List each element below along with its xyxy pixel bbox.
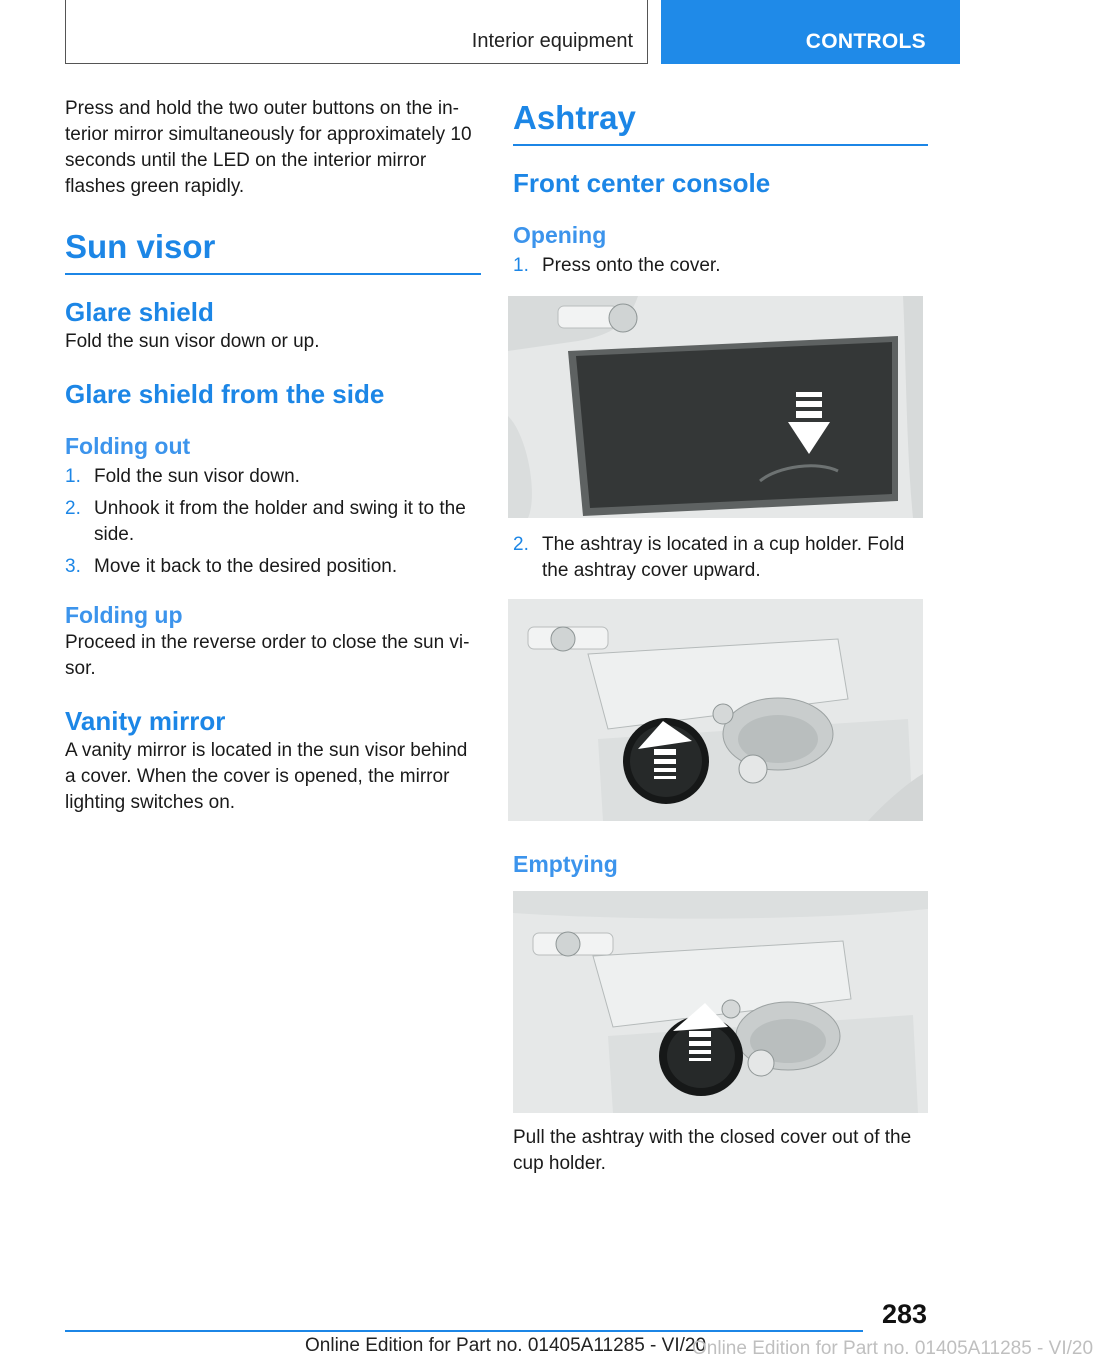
chapter-title: CONTROLS [805,30,926,53]
console-cover-illustration [508,296,923,518]
step-number: 2. [65,498,81,519]
glare-shield-text: Fold the sun visor down or up. [65,331,320,352]
illustration-cup-holder [508,599,923,821]
intro-paragraph: Press and hold the two outer buttons on the interior mirror simultaneously for approximately 10 seconds until the LED on the interior mirror flashes green rapidly. [65,98,472,197]
emptying-text: Pull the ashtray with the closed cover out of the cup holder. [513,1127,912,1174]
footer-edition: Online Edition for Part no. 01405A11285 - VI/20 [305,1335,707,1356]
heading-folding-up: Folding up [65,602,183,628]
chapter-tab [661,0,960,64]
step-number: 2. [513,534,529,555]
heading-opening: Opening [513,222,607,248]
step-text: The ashtray is located in a cup holder. Fold the ashtray cover upward. [542,534,905,581]
watermark: Online Edition for Part no. 01405A11285 - VI/20 [692,1338,1093,1359]
ashtray-removal-illustration [513,891,928,1113]
opening-step-2 [513,532,928,584]
left-column [65,96,481,816]
heading-emptying: Emptying [513,851,618,877]
heading-vanity-mirror: Vanity mirror [65,706,226,736]
page-number: 283 [881,1299,927,1329]
section-tab [65,0,648,64]
vanity-mirror-text: A vanity mirror is located in the sun visor behind a cover. When the cover is opened, the mirror lighting switches on. [65,740,468,813]
cup-holder-illustration [508,599,923,821]
folding-out-steps [65,464,481,580]
illustration-press-cover [508,296,923,518]
list-item [65,464,481,490]
right-column [513,96,928,1177]
illustration-emptying [513,891,928,1113]
footer-divider [65,1330,863,1332]
section-title: Interior equipment [471,30,633,52]
list-item [65,496,481,548]
step-number: 3. [65,556,81,577]
step-text: Unhook it from the holder and swing it to the side. [94,498,466,545]
list-item [513,532,928,584]
heading-sun-visor: Sun visor [65,225,481,275]
list-item [65,554,481,580]
heading-ashtray: Ashtray [513,96,928,146]
step-text: Move it back to the desired position. [94,556,398,577]
heading-front-center-console: Front center console [513,168,771,198]
opening-step-1 [513,253,928,279]
step-text: Press onto the cover. [542,255,721,276]
step-text: Fold the sun visor down. [94,466,300,487]
heading-folding-out: Folding out [65,433,191,459]
heading-glare-shield: Glare shield [65,297,214,327]
step-number: 1. [513,255,529,276]
list-item [513,253,928,279]
heading-glare-shield-side: Glare shield from the side [65,379,385,409]
step-number: 1. [65,466,81,487]
folding-up-text: Proceed in the reverse order to close the sun visor. [65,632,470,679]
